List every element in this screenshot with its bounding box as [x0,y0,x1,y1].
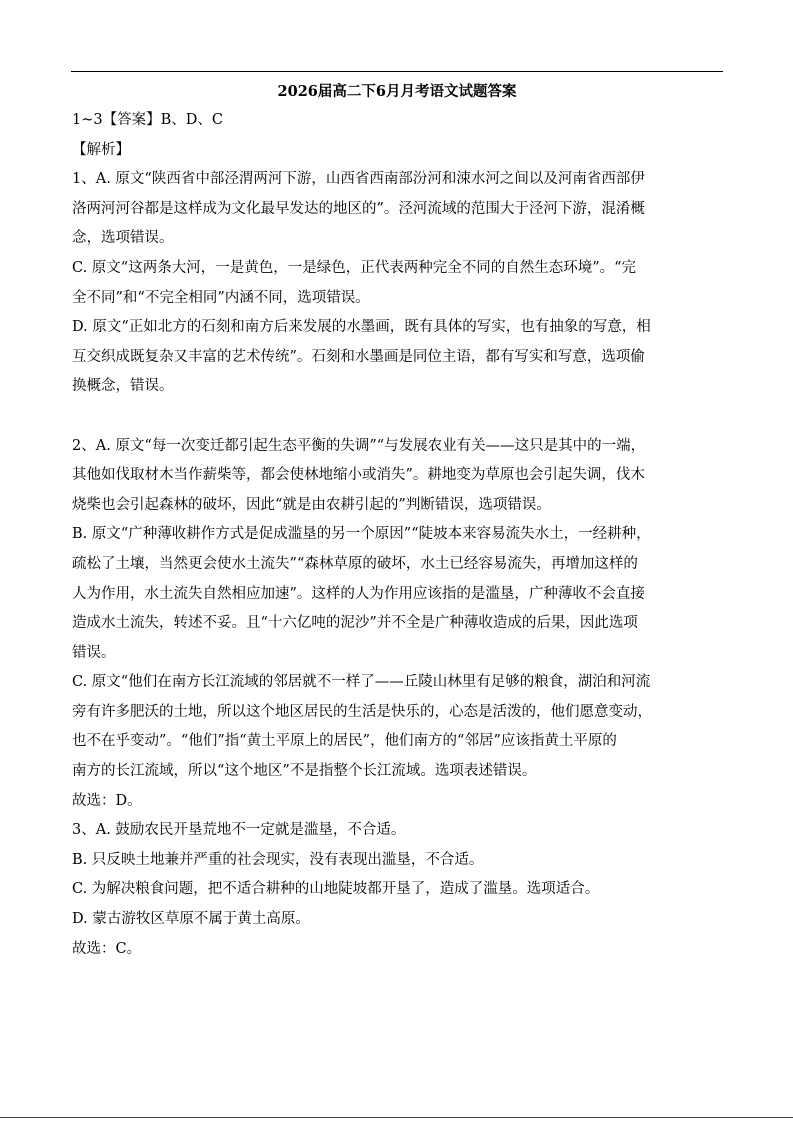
paragraph-line: 全不同”和“不完全相同”内涵不同，选项错误。 [72,289,370,306]
paragraph-line: D. 原文“正如北方的石刻和南方后来发展的水墨画，既有具体的写实，也有抽象的写意，相 [72,319,651,336]
analysis-heading: 【解析】 [72,141,130,158]
paragraph-line: C. 原文“他们在南方长江流域的邻居就不一样了——丘陵山林里有足够的粮食，湖泊和河流 [72,674,651,691]
paragraph-line: 换概念，错误。 [72,378,174,395]
footer-rule [0,1117,793,1118]
paragraph-line: 念，选项错误。 [72,230,174,247]
paragraph-line: 互交织成既复杂又丰富的艺术传统”。石刻和水墨画是同位主语，都有写实和写意，选项偷 [72,348,645,365]
paragraph-line: 旁有许多肥沃的土地，所以这个地区居民的生活是快乐的，心态是活泼的，他们愿意变动， [72,703,652,720]
paragraph-line: 2、A. 原文“每一次变迁都引起生态平衡的失调”“与发展农业有关——这只是其中的一端， [72,437,646,454]
paragraph-line: 故选：D。 [72,792,142,809]
paragraph-line: D. 蒙古游牧区草原不属于黄土高原。 [72,911,310,928]
document-title: 2026届高二下6月月考语文试题答案 [277,83,517,100]
paragraph-line: 故选：C。 [72,940,142,957]
answer-line: 1~3【答案】B、D、C [72,112,223,128]
paragraph-line: C. 原文“这两条大河，一是黄色，一是绿色，正代表两种完全不同的自然生态环境”。“完 [72,259,637,276]
paragraph-line: 也不在乎变动”。“他们”指“黄土平原上的居民”，他们南方的“邻居”应该指黄土平原的 [72,733,617,750]
header-rule [71,71,723,72]
paragraph-line: 其他如伐取材木当作薪柴等，都会使林地缩小或消失”。耕地变为草原也会引起失调，伐木 [72,467,645,484]
paragraph-line: C. 为解决粮食问题，把不适合耕种的山地陡坡都开垦了，造成了滥垦。选项适合。 [72,881,600,898]
paragraph-line: 南方的长江流域，所以“这个地区”不是指整个长江流域。选项表述错误。 [72,763,537,780]
paragraph-line: 错误。 [72,644,116,661]
paragraph-line: B. 只反映土地兼并严重的社会现实，没有表现出滥垦，不合适。 [72,851,484,868]
document-page [72,78,722,964]
paragraph-line: 3、A. 鼓励农民开垦荒地不一定就是滥垦，不合适。 [72,822,406,839]
paragraph-line: 烧柴也会引起森林的破坏，因此“就是由农耕引起的”判断错误，选项错误。 [72,496,551,513]
paragraph-line: 人为作用，水土流失自然相应加速”。这样的人为作用应该指的是滥垦，广种薄收不会直接 [72,585,645,602]
paragraph-gap [72,402,722,432]
paragraph-line: 1、A. 原文“陕西省中部泾渭两河下游，山西省西南部汾河和涑水河之间以及河南省西部伊 [72,171,645,188]
paragraph-line: 造成水土流失，转述不妥。且“十六亿吨的泥沙”并不全是广种薄收造成的后果，因此选项 [72,615,638,632]
paragraph-line: 疏松了土壤，当然更会使水土流失”“森林草原的破坏，水土已经容易流失，再增加这样的 [72,555,638,572]
paragraph-line: 洛两河河谷都是这样成为文化最早发达的地区的”。泾河流域的范围大于泾河下游，混淆概 [72,200,645,217]
paragraph-line: B. 原文“广种薄收耕作方式是促成滥垦的另一个原因”“陡坡本来容易流失水土，一经耕种， [72,526,651,543]
